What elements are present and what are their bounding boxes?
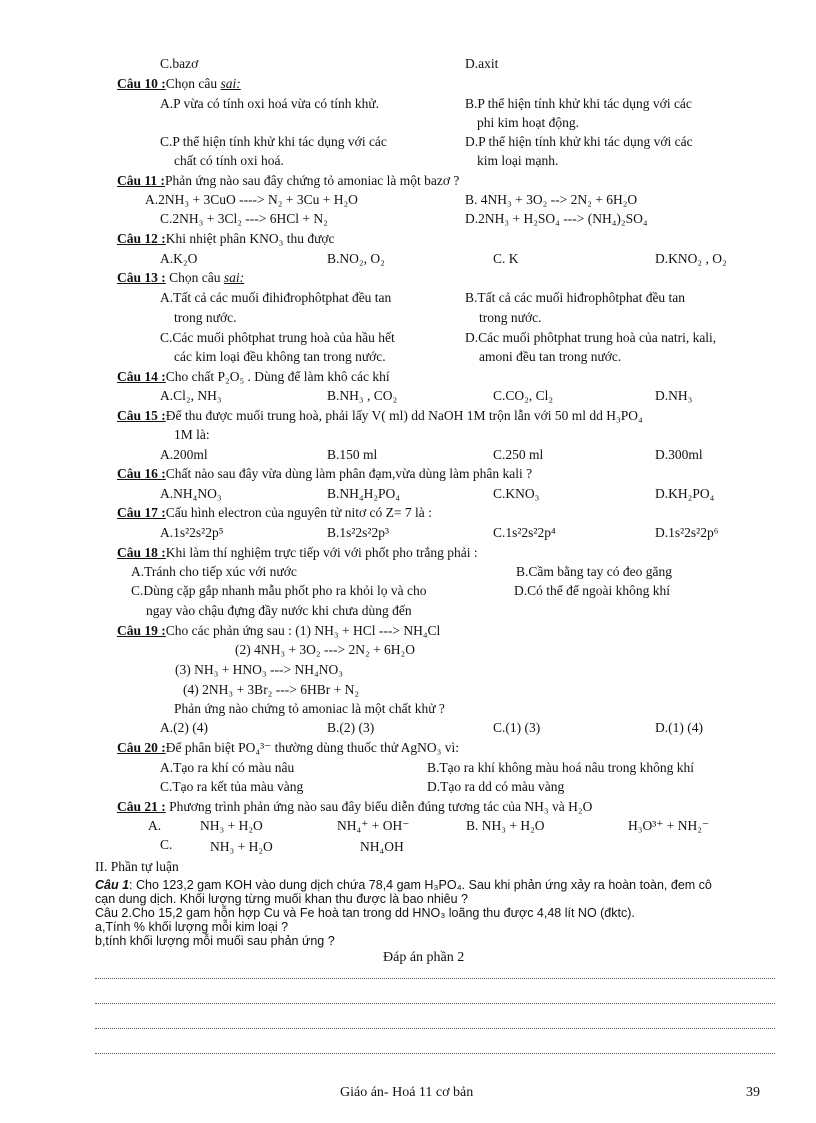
text-line bbox=[465, 96, 692, 112]
line-text: Phản ứng nào sau đây chứng tỏ amoniac là một bazơ ? bbox=[165, 173, 460, 188]
line-text: các kim loại đều không tan trong nước. bbox=[174, 349, 386, 364]
text-line bbox=[493, 447, 543, 463]
text-line bbox=[479, 349, 621, 365]
line-text: A.K₂O bbox=[160, 251, 198, 266]
line-text: (4) 2NH₃ + 3Br₂ ---> 6HBr + N₂ bbox=[183, 682, 360, 697]
question-number: Câu 21 : bbox=[117, 799, 166, 814]
line-text: C.Các muối phôtphat trung hoà của hầu hết bbox=[160, 330, 395, 345]
line-text: chất có tính oxi hoá. bbox=[174, 153, 284, 168]
essay-text: cạn dung dịch. Khối lượng từng muối khan thu được là bao nhiêu ? bbox=[95, 892, 468, 906]
essay-line bbox=[95, 906, 635, 920]
line-text: B.NH₃ , CO₂ bbox=[327, 388, 398, 403]
question-number: Câu 17 : bbox=[117, 505, 166, 520]
line-text: B.NH₄H₂PO₄ bbox=[327, 486, 401, 501]
question-number: Câu 13 : bbox=[117, 270, 166, 285]
emphasis-text: sai: bbox=[223, 270, 245, 285]
text-line bbox=[465, 192, 637, 208]
text-line bbox=[160, 720, 208, 736]
line-text: B. 4NH₃ + 3O₂ --> 2N₂ + 6H₂O bbox=[465, 192, 638, 207]
line-text: B.(2) (3) bbox=[327, 720, 375, 735]
line-text: D.1s²2s²2p⁶ bbox=[655, 525, 719, 540]
line-text: C.250 ml bbox=[493, 447, 544, 462]
answer-line-4 bbox=[95, 1053, 775, 1054]
text-line bbox=[327, 720, 374, 736]
text-line bbox=[465, 211, 648, 227]
text-line bbox=[160, 330, 395, 346]
line-text: NH₄OH bbox=[360, 839, 404, 854]
text-line bbox=[327, 486, 400, 502]
text-line bbox=[327, 251, 385, 267]
line-text: H₃O³⁺ + NH₂⁻ bbox=[628, 818, 710, 833]
text-line bbox=[174, 427, 210, 443]
text-line bbox=[145, 192, 358, 208]
line-text: Khi làm thí nghiệm trực tiếp với với phốt pho trắng phải : bbox=[165, 545, 478, 560]
line-text: II. Phần tự luận bbox=[95, 859, 179, 874]
line-text: NH₃ + H₂O bbox=[210, 839, 273, 854]
essay-line bbox=[95, 934, 335, 948]
text-line bbox=[465, 290, 685, 306]
line-text: C.P thể hiện tính khử khi tác dụng với các bbox=[160, 134, 387, 149]
question-line bbox=[117, 623, 440, 639]
question-line bbox=[117, 466, 532, 482]
text-line bbox=[493, 486, 539, 502]
text-line bbox=[210, 839, 273, 855]
question-number: Câu 12 : bbox=[117, 231, 166, 246]
text-line bbox=[477, 115, 579, 131]
text-line bbox=[174, 153, 284, 169]
text-line bbox=[160, 56, 198, 72]
line-text: D.KNO₂ , O₂ bbox=[655, 251, 727, 266]
line-text: (3) NH₃ + HNO₃ ---> NH₄NO₃ bbox=[175, 662, 343, 677]
line-text: Chất nào sau đây vừa dùng làm phân đạm,vừa dùng làm phân kali ? bbox=[165, 466, 533, 481]
question-number: Câu 19 : bbox=[117, 623, 166, 638]
essay-line bbox=[95, 892, 468, 906]
line-text: D.Các muối phôtphat trung hoà của natri, kali, bbox=[465, 330, 717, 345]
text-line bbox=[160, 486, 222, 502]
line-text: A.Tất cả các muối đihiđrophôtphat đều tan bbox=[160, 290, 392, 305]
line-text: B.P thể hiện tính khử khi tác dụng với các bbox=[465, 96, 692, 111]
question-number: Câu 18 : bbox=[117, 545, 166, 560]
line-text: D.300ml bbox=[655, 447, 703, 462]
question-line bbox=[117, 76, 241, 92]
line-text: Để thu được muối trung hoà, phải lấy V( ml) dd NaOH 1M trộn lẫn với 50 ml dd H₃PO₄ bbox=[165, 408, 643, 423]
line-text: Cấu hình electron của nguyên tử nitơ có Z= 7 là : bbox=[165, 505, 432, 520]
line-text: C.(1) (3) bbox=[493, 720, 541, 735]
question-line bbox=[117, 231, 335, 247]
line-text: B.Tất cả các muối hiđrophôtphat đều tan bbox=[465, 290, 686, 305]
essay-line bbox=[95, 878, 712, 892]
line-text: amoni đều tan trong nước. bbox=[479, 349, 622, 364]
text-line bbox=[477, 153, 558, 169]
line-text: ngay vào chậu đựng đầy nước khi chưa dùng đến bbox=[146, 603, 412, 618]
answer-line-2 bbox=[95, 1003, 775, 1004]
question-number: Câu 14 : bbox=[117, 369, 166, 384]
text-line bbox=[183, 682, 359, 698]
line-text: B.150 ml bbox=[327, 447, 378, 462]
line-text: (2) 4NH₃ + 3O₂ ---> 2N₂ + 6H₂O bbox=[235, 642, 416, 657]
emphasis-text: sai: bbox=[220, 76, 241, 91]
line-text: Chọn câu bbox=[165, 76, 221, 91]
line-text: D.NH₃ bbox=[655, 388, 693, 403]
text-line bbox=[337, 818, 409, 834]
line-text: C. K bbox=[493, 251, 519, 266]
answer-title: Đáp án phần 2 bbox=[383, 950, 465, 965]
text-line bbox=[235, 642, 415, 658]
line-text: D.P thể hiện tính khử khi tác dụng với các bbox=[465, 134, 693, 149]
text-line bbox=[160, 251, 197, 267]
text-line bbox=[655, 525, 718, 541]
text-line bbox=[516, 564, 672, 580]
text-line bbox=[427, 760, 694, 776]
text-line bbox=[95, 859, 179, 875]
question-line bbox=[117, 545, 478, 561]
text-line bbox=[327, 525, 389, 541]
text-line bbox=[160, 388, 222, 404]
line-text: A.Cl₂, NH₃ bbox=[160, 388, 222, 403]
line-text: Phản ứng nào chứng tỏ amoniac là một chất khử ? bbox=[174, 701, 445, 716]
text-line bbox=[493, 251, 519, 267]
line-text: C.Tạo ra kết tủa màu vàng bbox=[160, 779, 304, 794]
answer-line-1 bbox=[95, 978, 775, 979]
text-line bbox=[327, 447, 377, 463]
line-text: B.NO₂, O₂ bbox=[327, 251, 385, 266]
line-text: A.(2) (4) bbox=[160, 720, 208, 735]
text-line bbox=[628, 818, 709, 834]
line-text: trong nước. bbox=[174, 310, 237, 325]
text-line bbox=[160, 837, 172, 853]
line-text: A.P vừa có tính oxi hoá vừa có tính khử. bbox=[160, 96, 380, 111]
text-line bbox=[655, 388, 692, 404]
question-line bbox=[117, 505, 432, 521]
essay-question-label: Câu 1 bbox=[95, 878, 130, 892]
line-text: C.KNO₃ bbox=[493, 486, 540, 501]
line-text: D.2NH₃ + H₂SO₄ ---> (NH₄)₂SO₄ bbox=[465, 211, 648, 226]
line-text: Phương trình phản ứng nào sau đây biểu diễn đúng tương tác của NH₃ và H₂O bbox=[165, 799, 593, 814]
text-line bbox=[655, 447, 703, 463]
text-line bbox=[174, 310, 236, 326]
text-line bbox=[160, 96, 379, 112]
question-number: Câu 16 : bbox=[117, 466, 166, 481]
text-line bbox=[160, 447, 208, 463]
text-line bbox=[427, 779, 564, 795]
footer-title: Giáo án- Hoá 11 cơ bản bbox=[340, 1085, 474, 1100]
text-line bbox=[655, 251, 727, 267]
line-text: Khi nhiệt phân KNO₃ thu được bbox=[165, 231, 335, 246]
text-line bbox=[131, 583, 426, 599]
text-line bbox=[146, 603, 412, 619]
line-text: A.Tránh cho tiếp xúc với nước bbox=[131, 564, 297, 579]
line-text: D.KH₂PO₄ bbox=[655, 486, 715, 501]
text-line bbox=[514, 583, 670, 599]
line-text: D.Có thể để ngoài không khí bbox=[514, 583, 670, 598]
question-line bbox=[117, 270, 244, 286]
question-line bbox=[117, 740, 459, 756]
text-line bbox=[466, 818, 545, 834]
text-line bbox=[148, 818, 161, 834]
essay-text: b,tính khối lượng mỗi muối sau phản ứng ? bbox=[95, 934, 335, 948]
text-line bbox=[655, 486, 714, 502]
line-text: A.200ml bbox=[160, 447, 208, 462]
line-text: A.1s²2s²2p⁵ bbox=[160, 525, 224, 540]
question-line bbox=[117, 799, 592, 815]
text-line bbox=[465, 134, 693, 150]
line-text: NH₃ + H₂O bbox=[200, 818, 263, 833]
text-line bbox=[175, 662, 343, 678]
text-line bbox=[160, 211, 328, 227]
line-text: B.Tạo ra khí không màu hoá nâu trong không khí bbox=[427, 760, 694, 775]
text-line bbox=[465, 56, 498, 72]
line-text: Cho các phản ứng sau : (1) NH₃ + HCl ---> NH₄Cl bbox=[165, 623, 441, 638]
question-number: Câu 20 : bbox=[117, 740, 166, 755]
line-text: kim loại mạnh. bbox=[477, 153, 559, 168]
text-line bbox=[493, 525, 556, 541]
question-number: Câu 15 : bbox=[117, 408, 166, 423]
line-text: A. bbox=[148, 818, 162, 833]
essay-line bbox=[95, 920, 288, 934]
line-text: B.1s²2s²2p³ bbox=[327, 525, 390, 540]
text-line bbox=[160, 134, 387, 150]
text-line bbox=[493, 720, 540, 736]
text-line bbox=[174, 349, 386, 365]
essay-text: a,Tính % khối lượng mỗi kim loại ? bbox=[95, 920, 289, 934]
text-line bbox=[655, 720, 703, 736]
essay-text: Câu 2.Cho 15,2 gam hỗn hợp Cu và Fe hoà tan trong dd HNO₃ loãng thu được 4,48 lít NO (đktc). bbox=[95, 906, 635, 920]
line-text: trong nước. bbox=[479, 310, 542, 325]
line-text: D.axit bbox=[465, 56, 499, 71]
line-text: C.Dùng cặp gắp nhanh mẫu phốt pho ra khỏi lọ và cho bbox=[131, 583, 427, 598]
text-line bbox=[160, 290, 391, 306]
line-text: Chọn câu bbox=[165, 270, 224, 285]
text-line bbox=[465, 330, 716, 346]
text-line bbox=[160, 779, 303, 795]
text-line bbox=[160, 760, 294, 776]
text-line bbox=[131, 564, 297, 580]
line-text: phi kim hoạt động. bbox=[477, 115, 579, 130]
question-number: Câu 11 : bbox=[117, 173, 166, 188]
text-line bbox=[200, 818, 263, 834]
line-text: D.Tạo ra dd có màu vàng bbox=[427, 779, 565, 794]
line-text: D.(1) (4) bbox=[655, 720, 703, 735]
line-text: B.Cầm bằng tay có đeo găng bbox=[516, 564, 672, 579]
essay-text: : Cho 123,2 gam KOH vào dung dịch chứa 78,4 gam H₃PO₄. Sau khi phản ứng xảy ra hoàn toàn, đem cô bbox=[129, 878, 712, 892]
line-text: A.Tạo ra khí có màu nâu bbox=[160, 760, 295, 775]
text-line bbox=[493, 388, 553, 404]
line-text: C. bbox=[160, 837, 173, 852]
line-text: C.CO₂, Cl₂ bbox=[493, 388, 554, 403]
line-text: A.2NH₃ + 3CuO ----> N₂ + 3Cu + H₂O bbox=[145, 192, 358, 207]
line-text: Để phân biệt PO₄³⁻ thường dùng thuốc thử AgNO₃ vì: bbox=[165, 740, 459, 755]
question-number: Câu 10 : bbox=[117, 76, 166, 91]
text-line bbox=[174, 701, 445, 717]
text-line bbox=[160, 525, 223, 541]
line-text: B. NH₃ + H₂O bbox=[466, 818, 545, 833]
text-line bbox=[327, 388, 397, 404]
answer-line-3 bbox=[95, 1028, 775, 1029]
line-text: A.NH₄NO₃ bbox=[160, 486, 222, 501]
question-line bbox=[117, 408, 643, 424]
question-line bbox=[117, 369, 390, 385]
question-line bbox=[117, 173, 459, 189]
line-text: C.bazơ bbox=[160, 56, 199, 71]
text-line bbox=[360, 839, 404, 855]
page-number: 39 bbox=[746, 1085, 760, 1100]
text-line bbox=[479, 310, 541, 326]
line-text: 1M là: bbox=[174, 427, 210, 442]
line-text: Cho chất P₂O₅ . Dùng để làm khô các khí bbox=[165, 369, 390, 384]
line-text: C.2NH₃ + 3Cl₂ ---> 6HCl + N₂ bbox=[160, 211, 328, 226]
line-text: NH₄⁺ + OH⁻ bbox=[337, 818, 410, 833]
line-text: C.1s²2s²2p⁴ bbox=[493, 525, 556, 540]
